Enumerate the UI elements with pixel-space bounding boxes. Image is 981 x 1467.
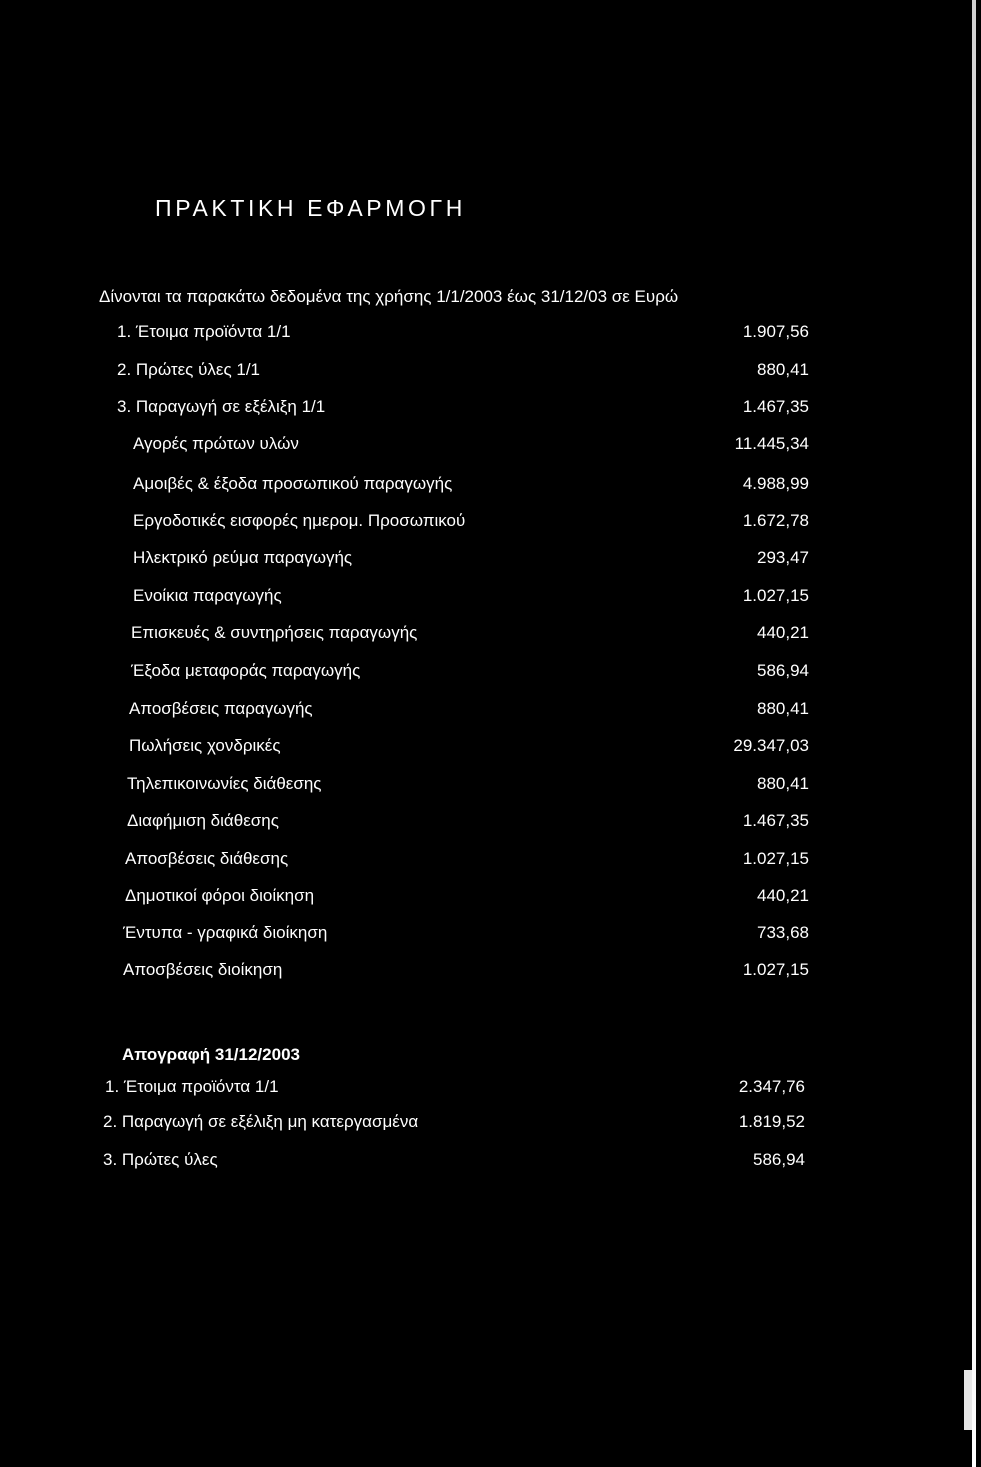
item-label: Ενοίκια παραγωγής: [133, 586, 282, 605]
inventory-row: [0, 1077, 981, 1101]
item-label: Εργοδοτικές εισφορές ημερομ. Προσωπικού: [133, 511, 466, 530]
data-row: [0, 548, 981, 572]
item-label: Αποσβέσεις παραγωγής: [129, 699, 313, 718]
item-label: Πωλήσεις χονδρικές: [129, 736, 281, 755]
data-row: [0, 623, 981, 647]
item-value: 4.988,99: [742, 474, 809, 493]
item-value: 1.027,15: [742, 960, 809, 979]
item-label: Έντυπα - γραφικά διοίκηση: [123, 923, 328, 942]
item-label: Επισκευές & συντηρήσεις παραγωγής: [131, 623, 418, 642]
scan-edge-artifact: [964, 1370, 972, 1430]
inventory-label: 3. Πρώτες ύλες: [103, 1150, 218, 1169]
data-row: [0, 960, 981, 984]
item-label: 1. Έτοιμα προϊόντα 1/1: [117, 322, 291, 341]
item-label: Αποσβέσεις διάθεσης: [125, 849, 289, 868]
inventory-label: 2. Παραγωγή σε εξέλιξη μη κατεργασμένα: [103, 1112, 419, 1131]
inventory-value: 586,94: [753, 1150, 805, 1169]
data-row: [0, 886, 981, 910]
data-row: [0, 511, 981, 535]
page-title: ΠΡΑΚΤΙΚΗ ΕΦΑΡΜΟΓΗ: [155, 195, 466, 221]
item-value: 293,47: [757, 548, 809, 567]
data-row: [0, 360, 981, 384]
item-value: 1.027,15: [742, 849, 809, 868]
item-label: Διαφήμιση διάθεσης: [127, 811, 279, 830]
item-value: 11.445,34: [734, 434, 809, 453]
scan-edge-line: [972, 0, 976, 1467]
data-row: [0, 397, 981, 421]
item-label: Τηλεπικοινωνίες διάθεσης: [127, 774, 322, 793]
item-value: 880,41: [757, 774, 809, 793]
inventory-value: 1.819,52: [738, 1112, 805, 1131]
data-row: [0, 434, 981, 458]
item-value: 1.907,56: [742, 322, 809, 341]
data-row: [0, 923, 981, 947]
item-label: Αγορές πρώτων υλών: [133, 434, 299, 453]
item-value: 880,41: [757, 699, 809, 718]
item-label: Έξοδα μεταφοράς παραγωγής: [131, 661, 361, 680]
item-value: 880,41: [757, 360, 809, 379]
data-row: [0, 661, 981, 685]
item-value: 1.467,35: [742, 811, 809, 830]
item-value: 1.672,78: [742, 511, 809, 530]
data-row: [0, 586, 981, 610]
item-value: 440,21: [757, 886, 809, 905]
data-row: [0, 699, 981, 723]
data-row: [0, 322, 981, 346]
item-label: Αμοιβές & έξοδα προσωπικού παραγωγής: [133, 474, 453, 493]
inventory-value: 2.347,76: [738, 1077, 805, 1096]
item-value: 440,21: [757, 623, 809, 642]
item-label: 3. Παραγωγή σε εξέλιξη 1/1: [117, 397, 326, 416]
item-label: 2. Πρώτες ύλες 1/1: [117, 360, 261, 379]
item-value: 733,68: [757, 923, 809, 942]
data-row: [0, 774, 981, 798]
intro-text: Δίνονται τα παρακάτω δεδομένα της χρήσης 1/1/2003 έως 31/12/03 σε Ευρώ: [99, 287, 679, 306]
item-label: Δημοτικοί φόροι διοίκηση: [125, 886, 315, 905]
inventory-row: [0, 1150, 981, 1174]
data-row: [0, 811, 981, 835]
inventory-label: 1. Έτοιμα προϊόντα 1/1: [105, 1077, 279, 1096]
data-row: [0, 849, 981, 873]
inventory-row: [0, 1112, 981, 1136]
item-value: 586,94: [757, 661, 809, 680]
item-label: Αποσβέσεις διοίκηση: [123, 960, 283, 979]
inventory-title: Απογραφή 31/12/2003: [122, 1045, 300, 1064]
item-value: 1.467,35: [742, 397, 809, 416]
item-value: 29.347,03: [733, 736, 809, 755]
item-label: Ηλεκτρικό ρεύμα παραγωγής: [133, 548, 353, 567]
data-row: [0, 474, 981, 498]
data-row: [0, 736, 981, 760]
item-value: 1.027,15: [742, 586, 809, 605]
